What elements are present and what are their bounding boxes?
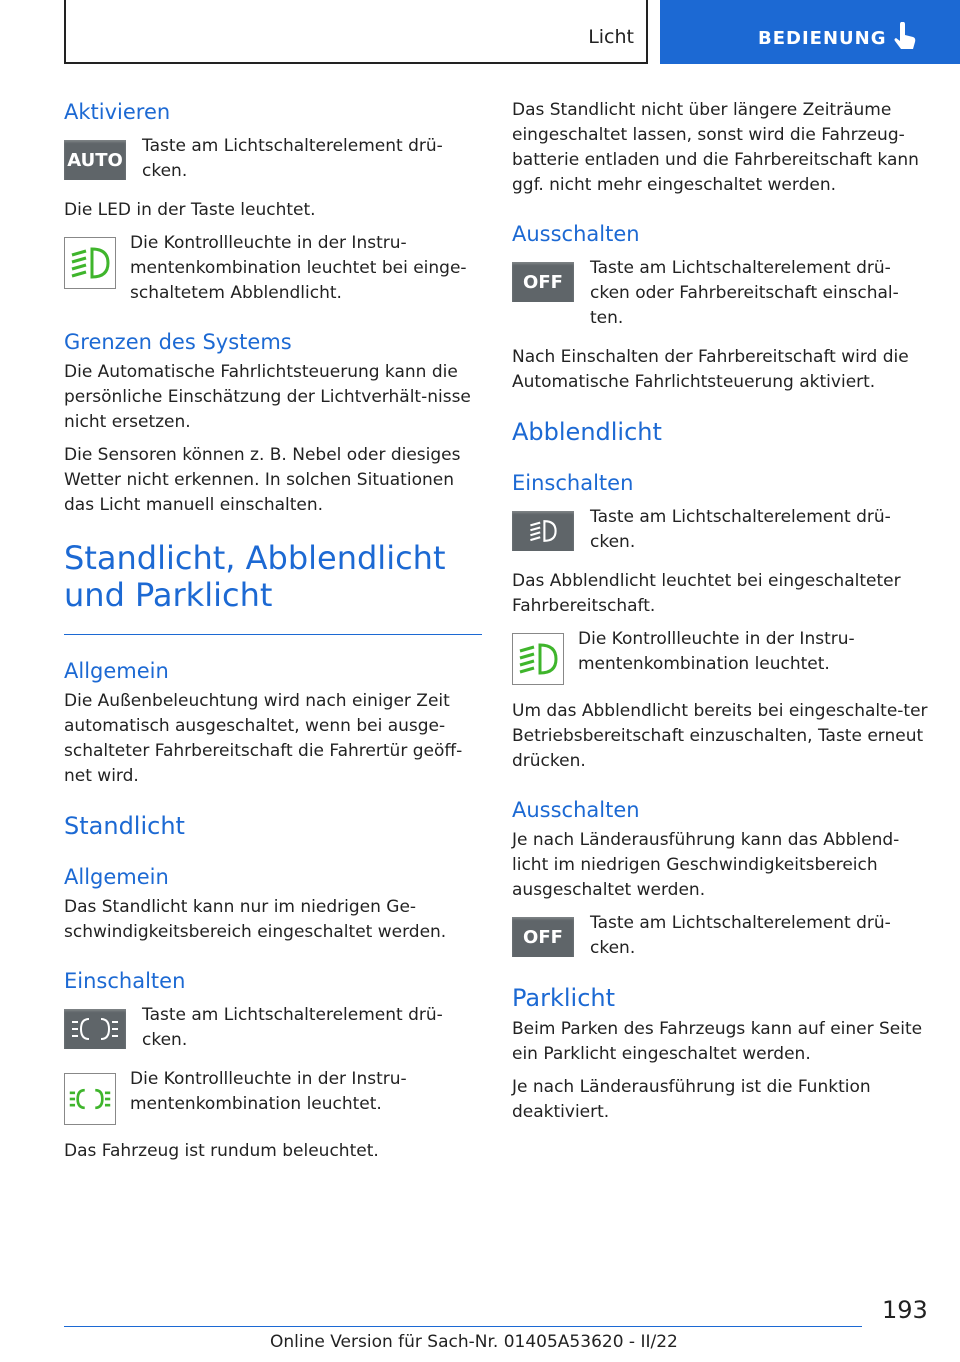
left-column xyxy=(64,98,482,1172)
indicator-text-2: Die Kontrollleuchte in der Instru-mentenkombination leuchtet. xyxy=(130,1069,407,1114)
low-beam-button-icon xyxy=(512,511,574,551)
footer-text: Online Version für Sach-Nr. 01405A53620 - II/22 xyxy=(270,1332,678,1352)
grenzen-p1: Die Automatische Fahrlichtsteuerung kann die persönliche Einschätzung der Lichtverhält-nisse nicht ersetzen. xyxy=(64,362,471,432)
indicator-row-1 xyxy=(64,231,482,306)
hand-pointer-icon xyxy=(892,22,918,52)
heading-standlicht-allgemein: Allgemein xyxy=(64,865,169,889)
parking-light-step xyxy=(64,1003,482,1053)
indicator-text-3: Die Kontrollleuchte in der Instru-mentenkombination leuchtet. xyxy=(578,629,855,674)
heading-standlicht-einschalten: Einschalten xyxy=(64,969,186,993)
abblendlicht-p3: Je nach Länderausführung kann das Abblend-licht im niedrigen Geschwindigkeitsbereich ausgeschaltet werden. xyxy=(512,830,900,900)
parklicht-p2: Je nach Länderausführung ist die Funktion deaktiviert. xyxy=(512,1077,871,1122)
indicator-row-3 xyxy=(512,627,930,685)
heading-grenzen: Grenzen des Systems xyxy=(64,330,292,354)
parklicht-p1: Beim Parken des Fahrzeugs kann auf einer Seite ein Parklicht eingeschaltet werden. xyxy=(512,1019,923,1064)
heading-ausschalten-2: Ausschalten xyxy=(512,798,640,822)
heading-abblendlicht: Abblendlicht xyxy=(512,418,662,446)
heading-allgemein: Allgemein xyxy=(64,659,169,683)
heading-rule xyxy=(64,634,482,635)
header-section-tab xyxy=(64,0,648,64)
page-number: 193 xyxy=(882,1296,928,1324)
header-chapter-label: BEDIENUNG xyxy=(758,28,887,49)
heading-aktivieren: Aktivieren xyxy=(64,100,171,124)
low-beam-step-text: Taste am Lichtschalterelement drü-cken. xyxy=(590,507,891,552)
parking-light-step-text: Taste am Lichtschalterelement drü-cken. xyxy=(142,1005,443,1050)
off-button-icon: OFF xyxy=(512,262,574,302)
standlicht-allgemein-text: Das Standlicht kann nur im niedrigen Ge-schwindigkeitsbereich eingeschaltet werden. xyxy=(64,897,447,942)
led-text: Die LED in der Taste leuchtet. xyxy=(64,200,316,220)
indicator-row-2 xyxy=(64,1067,482,1125)
header-section-label: Licht xyxy=(588,26,634,48)
off-step-1-text: Taste am Lichtschalterelement drü-cken oder Fahrbereitschaft einschal-ten. xyxy=(590,258,899,328)
heading-abblendlicht-einschalten: Einschalten xyxy=(512,471,634,495)
standlicht-result: Das Fahrzeug ist rundum beleuchtet. xyxy=(64,1141,379,1161)
main-heading: Standlicht, Abblendlicht und Parklicht xyxy=(64,539,446,614)
low-beam-step xyxy=(512,505,930,555)
auto-button-icon: AUTO xyxy=(64,140,126,180)
heading-standlicht: Standlicht xyxy=(64,812,185,840)
footer-rule xyxy=(64,1326,862,1327)
auto-step-text: Taste am Lichtschalterelement drü-cken. xyxy=(142,136,443,181)
parking-light-indicator-icon xyxy=(64,1073,116,1125)
header-chapter-tab xyxy=(660,0,960,64)
off-step-2-text: Taste am Lichtschalterelement drü-cken. xyxy=(590,913,891,958)
ausschalten-after: Nach Einschalten der Fahrbereitschaft wird die Automatische Fahrlichtsteuerung aktiviert. xyxy=(512,347,909,392)
heading-parklicht: Parklicht xyxy=(512,984,616,1012)
low-beam-indicator-icon xyxy=(64,237,116,289)
off-step-1 xyxy=(512,256,930,331)
abblendlicht-p2: Um das Abblendlicht bereits bei eingeschalte-ter Betriebsbereitschaft einzuschalten, Taste erneut drücken. xyxy=(512,701,928,771)
heading-ausschalten-1: Ausschalten xyxy=(512,222,640,246)
off-step-2 xyxy=(512,911,930,961)
abblendlicht-p1: Das Abblendlicht leuchtet bei eingeschalteter Fahrbereitschaft. xyxy=(512,571,901,616)
parking-light-button-icon xyxy=(64,1009,126,1049)
standlicht-warning: Das Standlicht nicht über längere Zeiträume eingeschaltet lassen, sonst wird die Fahrzeug-batterie entladen und die Fahrbereitschaft kann ggf. nicht mehr eingeschaltet werden. xyxy=(512,100,919,195)
grenzen-p2: Die Sensoren können z. B. Nebel oder diesiges Wetter nicht erkennen. In solchen Situationen das Licht manuell einschalten. xyxy=(64,445,461,515)
right-column xyxy=(512,98,930,1133)
auto-step xyxy=(64,134,482,184)
off-button-icon-2: OFF xyxy=(512,917,574,957)
low-beam-indicator-icon-2 xyxy=(512,633,564,685)
indicator-text-1: Die Kontrollleuchte in der Instru-mentenkombination leuchtet bei einge-schaltetem Abblendlicht. xyxy=(130,233,467,303)
allgemein-p1: Die Außenbeleuchtung wird nach einiger Zeit automatisch ausgeschaltet, wenn bei ausge-schalteter Fahrbereitschaft die Fahrertür geöff-net wird. xyxy=(64,691,463,786)
